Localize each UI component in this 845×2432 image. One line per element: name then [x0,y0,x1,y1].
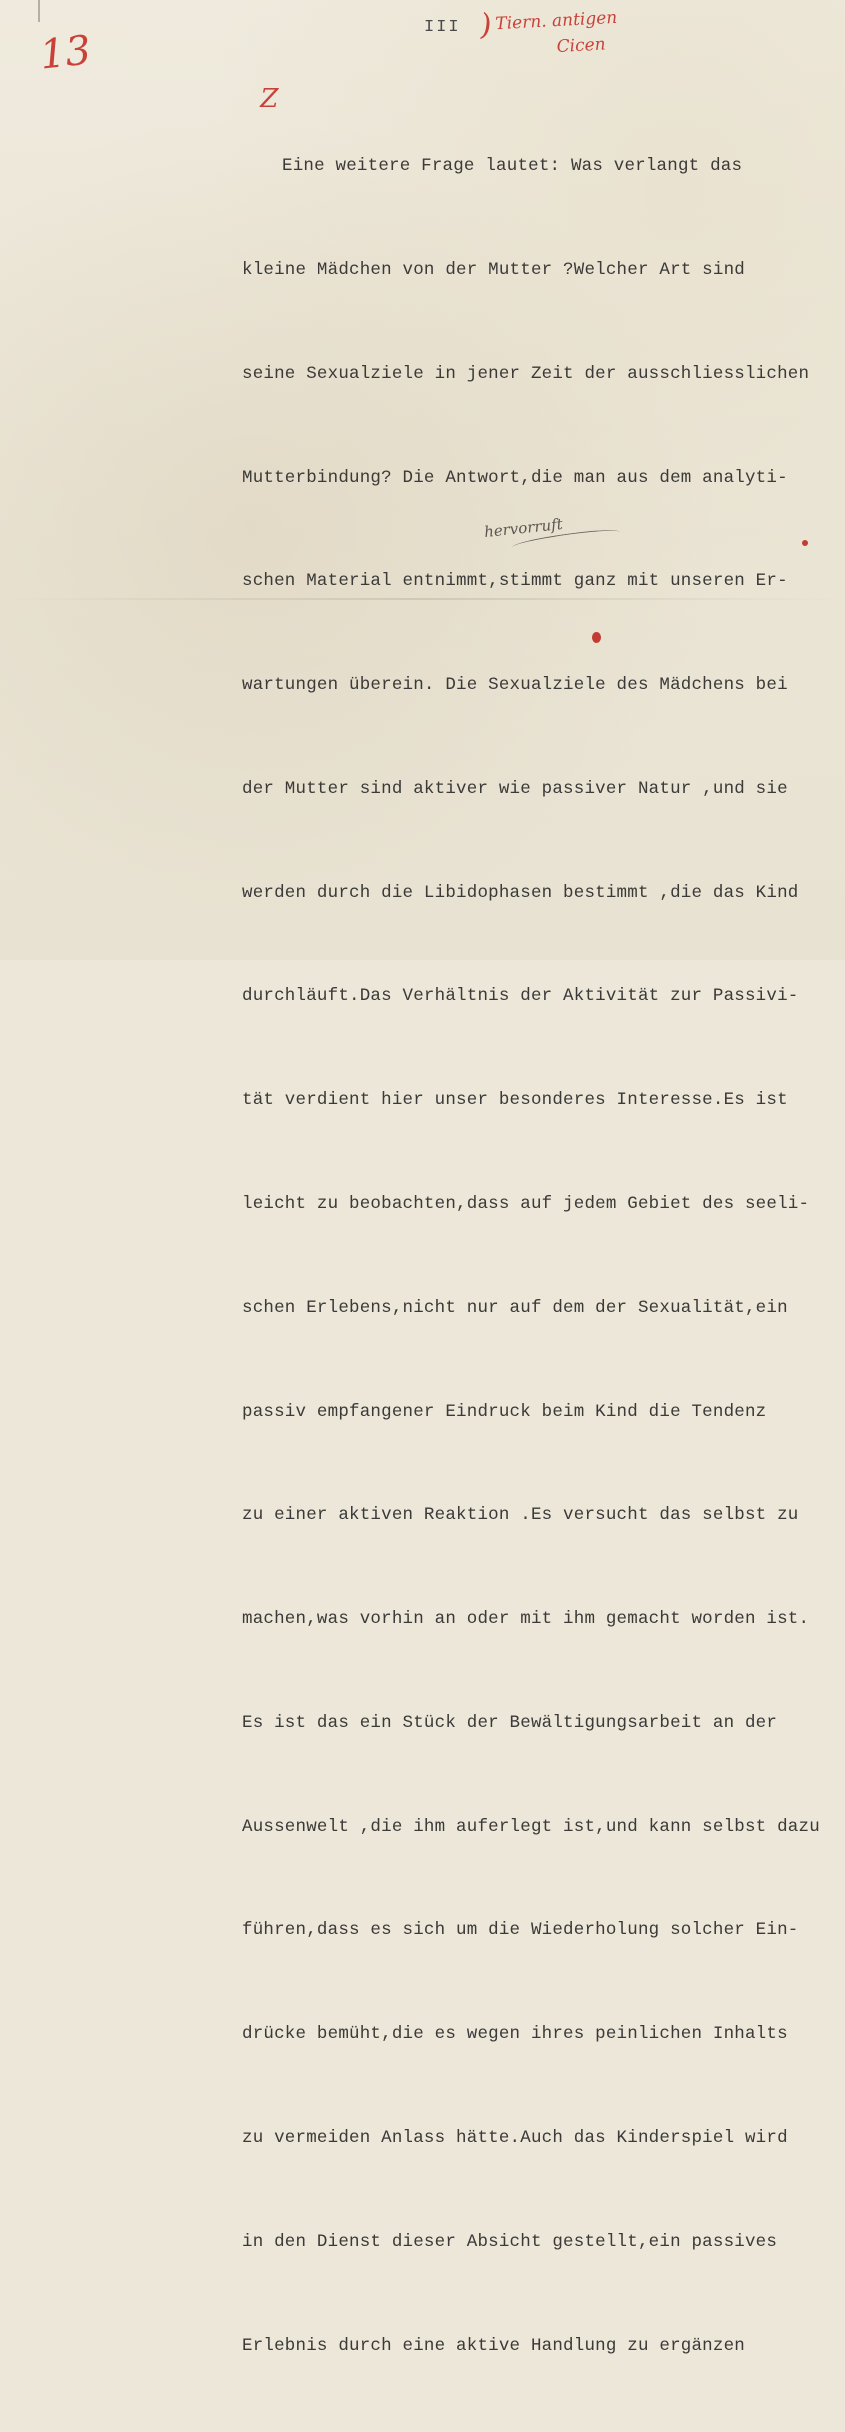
text-line: wartungen überein. Die Sexualziele des Mädchens bei [242,675,788,696]
text-line: leicht zu beobachten,dass auf jedem Gebiet des seeli- [242,1194,810,1214]
text-line: führen,dass es sich um die Wiederholung solcher Ein- [242,1920,799,1941]
handwritten-annotation [495,5,620,63]
text-line: passiv empfangener Eindruck beim Kind die Tendenz [242,1401,767,1422]
paragraph-mark: Z [256,84,282,114]
text-line: Erlebnis durch eine aktive Handlung zu ergänzen [242,2335,745,2356]
annotation-line-1: Tiern. antigen [494,7,618,35]
typed-text-body [242,80,832,2432]
text-line: seine Sexualziele in jener Zeit der ausschliesslichen [242,363,810,384]
text-line: drücke bemüht,die es wegen ihres peinlichen Inhalts [242,2024,788,2045]
text-line: durchläuft.Das Verhältnis der Aktivität zur Passivi- [242,986,799,1007]
text-line: zu vermeiden Anlass hätte.Auch das Kinderspiel wird [242,2128,788,2149]
text-line: schen Material entnimmt,stimmt ganz mit unseren Er- [242,571,788,592]
folio-number: 13 [37,27,94,79]
text-line: Es ist das ein Stück der Bewältigungsarbeit an der [242,1712,778,1733]
text-line: machen,was vorhin an oder mit ihm gemacht worden ist. [242,1609,810,1630]
text-line: schen Erlebens,nicht nur auf dem der Sexualität,ein [242,1297,788,1318]
insertion-note: hervorruft [483,514,564,542]
text-line: Eine weitere Frage lautet: Was verlangt das [282,156,743,177]
text-line: tät verdient hier unser besonderes Interesse.Es ist [242,1090,788,1111]
annotation-parenthesis: ) [477,7,495,44]
page-header: III [424,18,461,37]
annotation-line-2: Cicen [556,34,607,58]
text-line: der Mutter sind aktiver wie passiver Natur ,und sie [242,778,788,799]
margin-mark [38,0,40,22]
text-line: kleine Mädchen von der Mutter ?Welcher Art sind [242,259,745,280]
text-line: zu einer aktiven Reaktion .Es versucht das selbst zu [242,1505,799,1526]
text-line: in den Dienst dieser Absicht gestellt,ein passives [242,2231,778,2252]
text-line: werden durch die Libidophasen bestimmt ,die das Kind [242,882,799,903]
text-line: Mutterbindung? Die Antwort,die man aus dem analyti- [242,467,788,488]
text-line: Aussenwelt ,die ihm auferlegt ist,und kann selbst dazu [242,1816,820,1837]
